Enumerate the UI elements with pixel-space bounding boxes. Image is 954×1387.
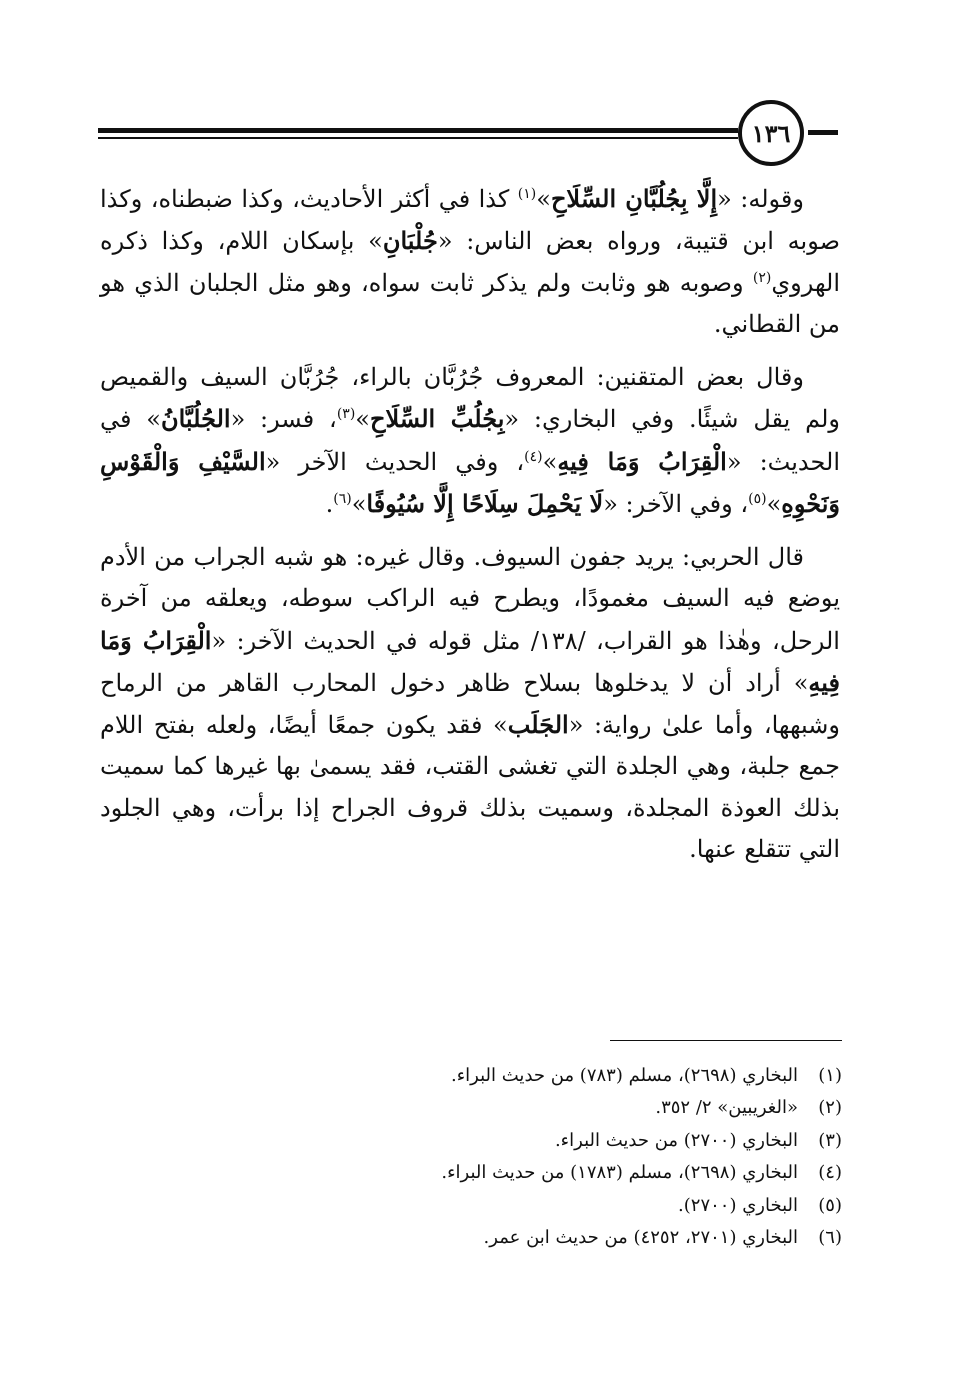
header-rule-thin — [98, 137, 738, 139]
text-segment: » — [355, 405, 370, 434]
footnote-number: (٦) — [818, 1226, 842, 1248]
footnote-text: البخاري (٢٧٠١، ٤٢٥٢) من حديث ابن عمر. — [483, 1226, 798, 1248]
hadith-quote: السَّيْفِ وَالْقَوْسِ وَنَحْوِهِ — [100, 446, 840, 518]
hadith-quote: إِلَّا بِجُلُبَّانِ السِّلَاحِ — [550, 184, 718, 213]
footnote-number: (٢) — [818, 1097, 842, 1119]
text-segment: . — [325, 489, 334, 518]
text-segment: » — [542, 447, 558, 476]
text-segment: ، وفي الحديث الآخر « — [265, 447, 525, 476]
text-segment: » فقد يكون جمعًا أيضًا، ولعله بفتح اللام جمع جلبة، وهي الجلدة التي تغشى القتب، فقد يسمىٰ بها غيرها كما سميت بذلك العوذة المجلدة، وسميت بذلك قروف الجراح إذا برأت، وهي الجلود التي تتقلع عنها. — [100, 711, 840, 863]
paragraph — [100, 537, 840, 870]
text-segment: وصوبه هو وثابت ولم يذكر ثابت سواه، وهو مثل الجلبان الذي هو من القطاني. — [100, 268, 840, 338]
text-segment: » أراد أن لا يدخلوها بسلاح ظاهر دخول المحارب القاهر من الرماح وشبهها، وأما علىٰ رواية: « — [100, 668, 840, 740]
footnote-ref: (٤) — [524, 448, 543, 465]
page-number: ١٣٦ — [751, 119, 791, 148]
text-segment: » — [351, 489, 367, 518]
hadith-quote: الْقِرَابُ وَمَا فِيهِ — [557, 446, 727, 476]
footnote-number: (١) — [818, 1065, 842, 1086]
footnote-ref: (١) — [517, 186, 537, 202]
footnote-ref: (٣) — [336, 406, 356, 423]
footnote-ref: (٦) — [333, 490, 352, 507]
paragraph — [100, 178, 840, 345]
text-segment: ، فسر: « — [230, 405, 337, 434]
footnote-text: البخاري (٢٧٠٠). — [678, 1194, 798, 1216]
footnotes — [100, 1060, 844, 1254]
footnote-ref: (٥) — [748, 490, 767, 507]
hadith-quote: جُلْبَانِ — [382, 226, 438, 256]
footnote-divider — [610, 1040, 842, 1041]
footnote-number: (٤) — [818, 1162, 842, 1184]
text-segment: » في الحديث: « — [100, 405, 840, 476]
footnote-ref: (٢) — [752, 269, 772, 286]
hadith-quote: الْقِرَابُ وَمَا فِيهِ — [100, 625, 840, 697]
footnote — [100, 1125, 844, 1157]
page-number-badge — [738, 100, 804, 166]
text-segment: » بإسكان اللام، وكذا ذكره الهروي — [100, 227, 840, 297]
hadith-quote: الجُلُبَّانُ — [160, 404, 231, 434]
text-segment: » — [536, 185, 551, 213]
footnote-text: البخاري (٢٦٩٨)، مسلم (٧٨٣) من حديث البراء. — [451, 1065, 798, 1086]
footnote — [100, 1190, 844, 1222]
text-segment: وقوله: « — [717, 185, 804, 213]
hadith-quote: الجَلَب — [507, 710, 569, 740]
main-text — [100, 178, 840, 882]
footnote — [100, 1222, 844, 1254]
footnote — [100, 1157, 844, 1189]
hadith-quote: بِجُلُبِّ السِّلَاحِ — [369, 404, 505, 434]
hadith-quote: لَا يَحْمِلَ سِلَاحًا إِلَّا سُيُوفًا — [366, 488, 604, 518]
footnote-number: (٣) — [818, 1129, 842, 1151]
header-rule-right — [808, 130, 838, 135]
text-segment: قال الحربي: يريد جفون السيوف. وقال غيره: هو شبه الجراب من الأدم يوضع فيه السيف مغمودًا، ويطرح فيه الراكب سوطه، ويعلقه من آخرة الرحل، وهٰذا هو القراب، /١٣٨/ مثل قوله في الحديث الآخر: « — [100, 543, 840, 655]
text-segment: كذا في أكثر الأحاديث، وكذا ضبطناه، وكذا صوبه ابن قتيبة، ورواه بعض الناس: « — [100, 185, 840, 256]
footnote-text: «الغريبين» ٢/ ٣٥٢. — [655, 1097, 798, 1119]
header-rule — [98, 128, 738, 133]
footnote — [100, 1092, 844, 1124]
text-segment: ، وفي الآخر: « — [603, 489, 749, 518]
footnote-text: البخاري (٢٦٩٨)، مسلم (١٧٨٣) من حديث البراء. — [441, 1162, 798, 1184]
footnote-number: (٥) — [818, 1194, 842, 1216]
footnote — [100, 1060, 844, 1092]
text-segment: وقال بعض المتقنين: المعروف جُرُبَّان بالراء، جُرُبَّان السيف والقميص ولم يقل شيئًا. وفي البخاري: « — [100, 363, 841, 434]
footnote-text: البخاري (٢٧٠٠) من حديث البراء. — [554, 1129, 798, 1151]
paragraph — [100, 357, 840, 525]
text-segment: » — [766, 489, 782, 518]
